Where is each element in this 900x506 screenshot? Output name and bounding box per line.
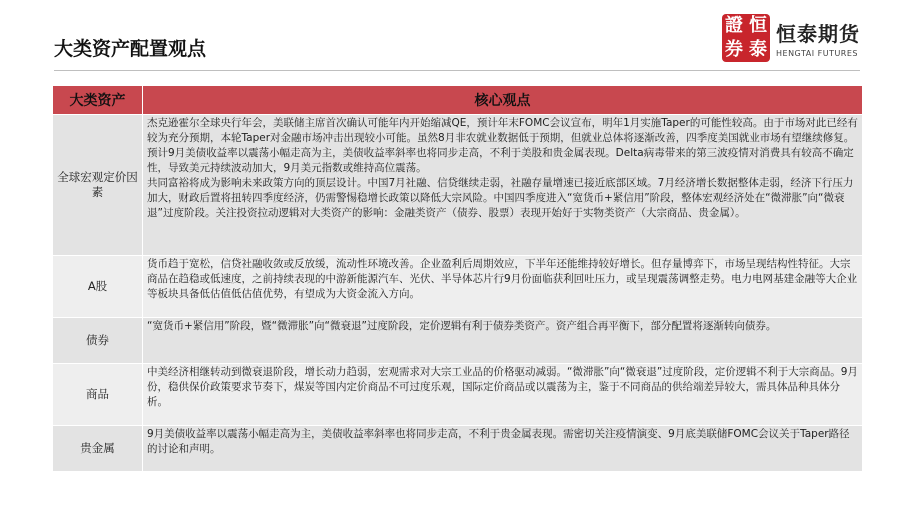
table-row bbox=[53, 364, 863, 426]
core-view-cell bbox=[143, 115, 863, 256]
core-view-cell bbox=[143, 318, 863, 364]
seal-char: 券 bbox=[725, 39, 743, 60]
asset-view-table bbox=[52, 85, 863, 472]
brand-text bbox=[776, 18, 860, 58]
table-row bbox=[53, 318, 863, 364]
company-logo bbox=[722, 14, 860, 62]
asset-class-cell: 贵金属 bbox=[53, 426, 143, 472]
logo-seal-icon bbox=[722, 14, 770, 62]
core-view-cell bbox=[143, 364, 863, 426]
asset-class-cell: 债券 bbox=[53, 318, 143, 364]
page-title: 大类资产配置观点 bbox=[54, 38, 207, 60]
brand-name-cn: 恒泰期货 bbox=[776, 22, 860, 46]
view-paragraph: “宽货币+紧信用”阶段，暨“微滞胀”向“微衰退”过度阶段，定价逻辑有利于债券类资产。资产组合再平衡下，部分配置将逐渐转向债券。 bbox=[147, 320, 777, 332]
table-row bbox=[53, 115, 863, 256]
core-view-cell bbox=[143, 256, 863, 318]
asset-class-cell: 全球宏观定价因素 bbox=[53, 115, 143, 256]
header-core-view: 核心观点 bbox=[143, 86, 863, 115]
view-paragraph: 9月美债收益率以震荡小幅走高为主，美债收益率斜率也将同步走高，不利于贵金属表现。需密切关注疫情演变、9月底美联储FOMC会议关于Taper路径的讨论和声明。 bbox=[147, 428, 850, 455]
view-paragraph: 杰克逊霍尔全球央行年会，美联储主席首次确认可能年内开始缩减QE，预计年末FOMC会议宣布，明年1月实施Taper的可能性较高。由于市场对此已经有较为充分预期，本轮Taper对金融市场冲击出现较小可能。虽然8月非农就业数据低于预期，但就业总体将逐渐改善，四季度美国就业市场有望继续修复。预计9月美债收益率以震荡小幅走高为主，美债收益率斜率也将同步走高，不利于美股和贵金属表现。Delta病毒带来的第三波疫情对消费具有较高不确定性，导致美元持续波动加大，9月美元指数或维持高位震荡。 bbox=[147, 117, 858, 174]
brand-name-en: HENGTAI FUTURES bbox=[776, 49, 858, 58]
title-divider bbox=[54, 70, 860, 71]
table-header-row bbox=[53, 86, 863, 115]
seal-char: 證 bbox=[725, 15, 743, 36]
core-view-cell bbox=[143, 426, 863, 472]
asset-class-cell: A股 bbox=[53, 256, 143, 318]
view-paragraph: 共同富裕将成为影响未来政策方向的顶层设计。中国7月社融、信贷继续走弱，社融存量增速已接近底部区域。7月经济增长数据整体走弱，经济下行压力加大，财政后置将扭转四季度经济，仍需警惕稳增长政策以降低大宗风险。中国四季度进入“宽货币+紧信用”阶段，整体宏观经济处在“微滞胀”向“微衰退”过度阶段。关注投资拉动逻辑对大类资产的影响：金融类资产（债券、股票）表现开始好于实物类资产（大宗商品、贵金属）。 bbox=[147, 177, 854, 219]
view-paragraph: 货币趋于宽松，信贷社融收敛或反放缓，流动性环境改善。企业盈利后周期效应，下半年还能维持较好增长。但存量博弈下，市场呈现结构性特征。大宗商品在趋稳或低速度，之前持续表现的中游新能源汽车、光伏、半导体芯片行9月份面临获利回吐压力，或呈现震荡调整走势。电力电网基建金融等大企业等板块具备低估值低估值优势，有望成为大资金流入方向。 bbox=[147, 258, 858, 300]
table-row bbox=[53, 426, 863, 472]
header-asset-class: 大类资产 bbox=[53, 86, 143, 115]
table-row bbox=[53, 256, 863, 318]
view-paragraph: 中美经济相继转动到微衰退阶段，增长动力趋弱，宏观需求对大宗工业品的价格驱动减弱。“微滞胀”向“微衰退”过度阶段，定价逻辑不利于大宗商品。9月份，稳供保价政策要求节奏下，煤炭等国内定价商品不可过度乐观，国际定价商品或以震荡为主，鉴于不同商品的供给端差异较大，需具体品种具体分析。 bbox=[147, 366, 858, 408]
seal-char: 泰 bbox=[749, 39, 767, 60]
seal-char: 恒 bbox=[749, 15, 767, 36]
asset-class-cell: 商品 bbox=[53, 364, 143, 426]
